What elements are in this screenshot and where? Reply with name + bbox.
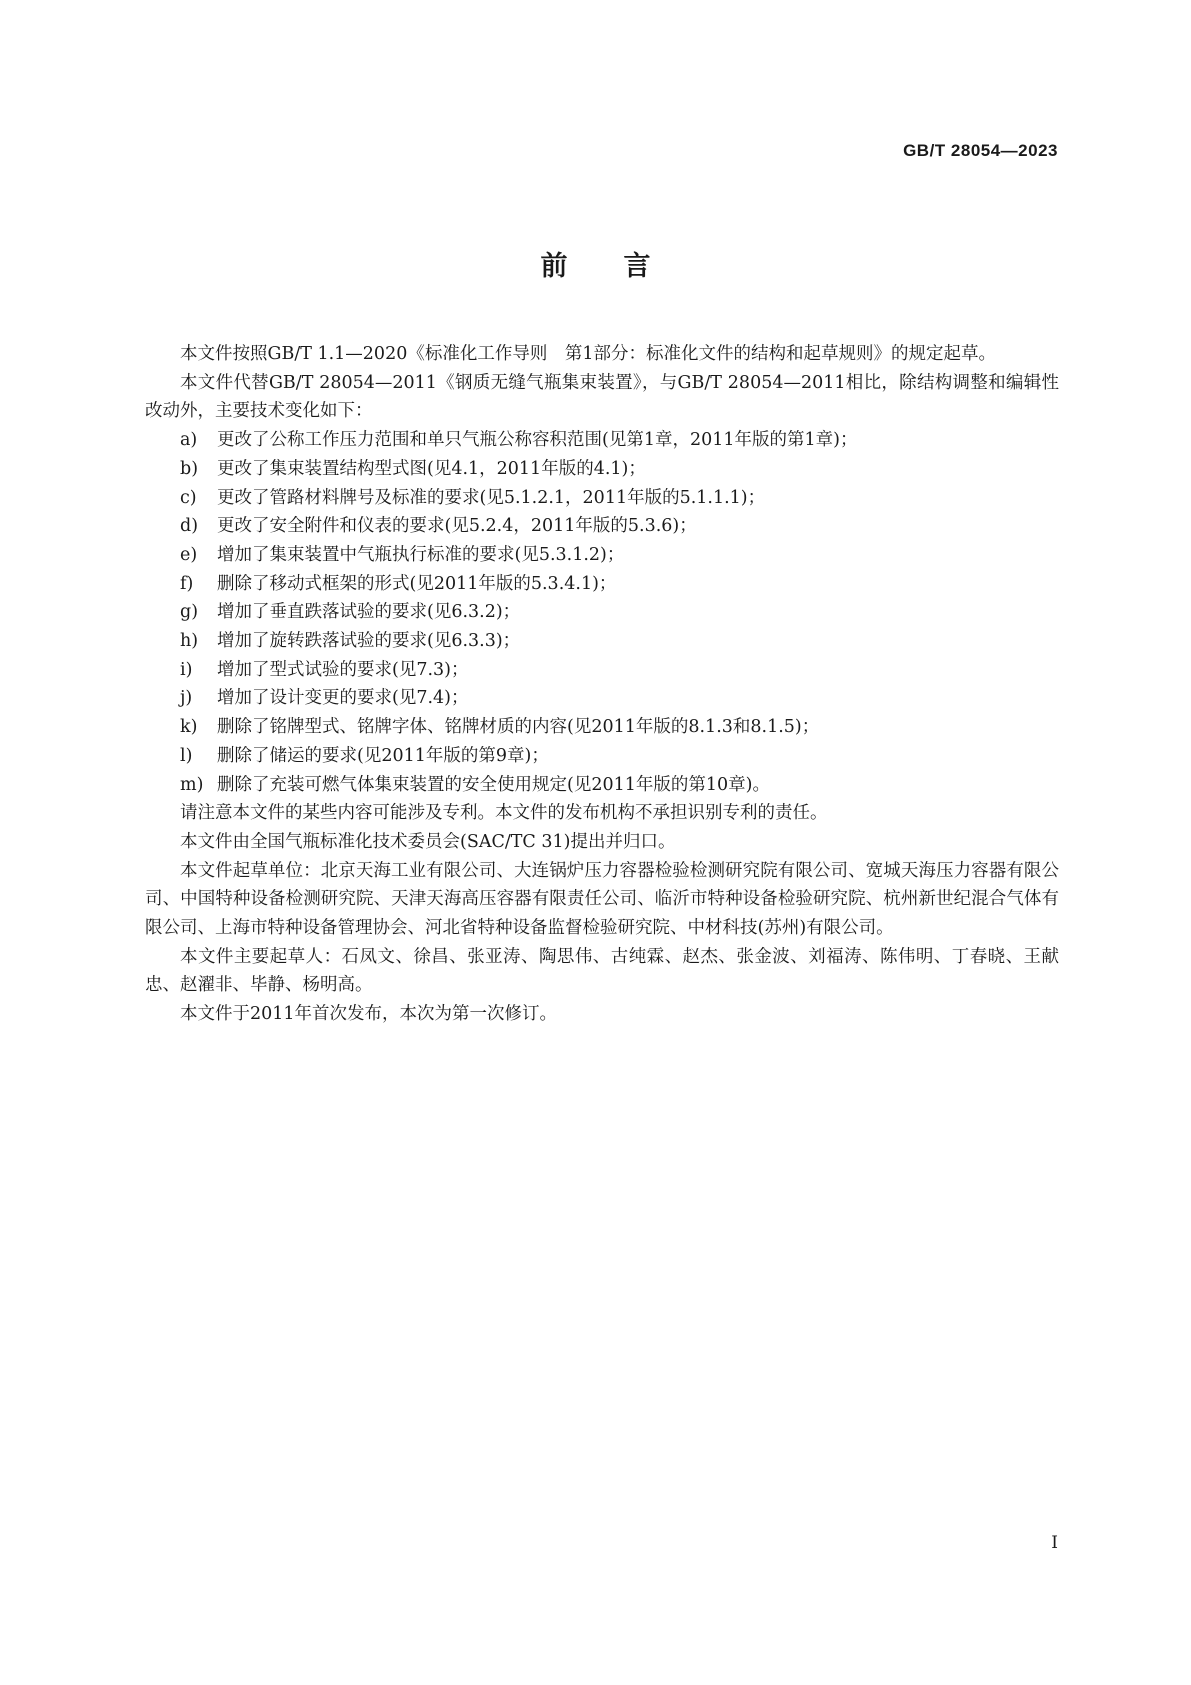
list-item-text: 删除了铭牌型式、铭牌字体、铭牌材质的内容(见2011年版的8.1.3和8.1.5)； — [217, 717, 820, 738]
list-item — [145, 512, 1059, 541]
document-code: GB/T 28054—2023 — [903, 141, 1058, 160]
list-item-label: b) — [180, 458, 199, 479]
list-item-label: f) — [180, 573, 194, 594]
intro-paragraph-2: 本文件代替GB/T 28054—2011《钢质无缝气瓶集束装置》，与GB/T 28054—2011相比，除结构调整和编辑性改动外，主要技术变化如下： — [145, 372, 1059, 422]
list-item-label: e) — [180, 544, 198, 565]
drafting-units: 本文件起草单位：北京天海工业有限公司、大连锅炉压力容器检验检测研究院有限公司、宽城天海压力容器有限公司、中国特种设备检测研究院、天津天海高压容器有限责任公司、临沂市特种设备检验研究院、杭州新世纪混合气体有限公司、上海市特种设备管理协会、河北省特种设备监督检验研究院、中材科技(苏州)有限公司。 — [145, 860, 1059, 939]
list-item-text: 删除了储运的要求(见2011年版的第9章)； — [217, 745, 549, 766]
list-item-text: 增加了型式试验的要求(见7.3)； — [217, 659, 469, 680]
list-item-label: h) — [180, 631, 199, 652]
list-item-label: k) — [180, 717, 198, 738]
list-item — [145, 455, 1059, 484]
page-title: 前言 — [540, 251, 707, 282]
list-item-text: 删除了充装可燃气体集束装置的安全使用规定(见2011年版的第10章)。 — [217, 774, 770, 795]
patent-notice: 请注意本文件的某些内容可能涉及专利。本文件的发布机构不承担识别专利的责任。 — [180, 803, 828, 824]
page-number: I — [1051, 1533, 1058, 1553]
list-item — [145, 570, 1059, 599]
list-item — [145, 426, 1059, 455]
list-item-text: 增加了垂直跌落试验的要求(见6.3.2)； — [217, 602, 521, 623]
list-item-label: d) — [180, 516, 199, 537]
list-item-text: 更改了公称工作压力范围和单只气瓶公称容积范围(见第1章，2011年版的第1章)； — [217, 430, 858, 451]
intro-paragraph-1: 本文件按照GB/T 1.1—2020《标准化工作导则 第1部分：标准化文件的结构和起草规则》的规定起草。 — [180, 344, 996, 364]
list-item-text: 更改了安全附件和仪表的要求(见5.2.4，2011年版的5.3.6)； — [217, 516, 697, 537]
list-item — [145, 771, 1059, 800]
list-item-label: j) — [180, 688, 193, 709]
list-item-label: i) — [180, 659, 193, 680]
list-item-text: 删除了移动式框架的形式(见2011年版的5.3.4.1)； — [217, 573, 617, 594]
main-drafters: 本文件主要起草人：石凤文、徐昌、张亚涛、陶思伟、古纯霖、赵杰、张金波、刘福涛、陈伟明、丁春晓、王献忠、赵濯非、毕静、杨明高。 — [145, 946, 1059, 996]
list-item — [145, 484, 1059, 513]
list-item-label: m) — [180, 774, 204, 795]
list-item-label: l) — [180, 745, 193, 766]
list-item-text: 增加了设计变更的要求(见7.4)； — [217, 688, 469, 709]
list-item — [145, 742, 1059, 771]
list-item — [145, 656, 1059, 685]
list-item-text: 更改了集束装置结构型式图(见4.1，2011年版的4.1)； — [217, 458, 646, 479]
list-item-label: c) — [180, 487, 197, 508]
list-item — [145, 684, 1059, 713]
list-item — [145, 541, 1059, 570]
list-item-text: 更改了管路材料牌号及标准的要求(见5.1.2.1，2011年版的5.1.1.1)； — [217, 487, 766, 508]
list-item — [145, 598, 1059, 627]
changes-list — [145, 426, 1059, 799]
publication-history: 本文件于2011年首次发布，本次为第一次修订。 — [180, 1004, 558, 1025]
document-body — [145, 340, 1059, 1029]
list-item-text: 增加了旋转跌落试验的要求(见6.3.3)； — [217, 631, 521, 652]
list-item-label: g) — [180, 602, 199, 623]
list-item-text: 增加了集束装置中气瓶执行标准的要求(见5.3.1.2)； — [217, 544, 625, 565]
list-item-label: a) — [180, 430, 198, 451]
list-item — [145, 713, 1059, 742]
proposer-statement: 本文件由全国气瓶标准化技术委员会(SAC/TC 31)提出并归口。 — [180, 831, 676, 852]
list-item — [145, 627, 1059, 656]
